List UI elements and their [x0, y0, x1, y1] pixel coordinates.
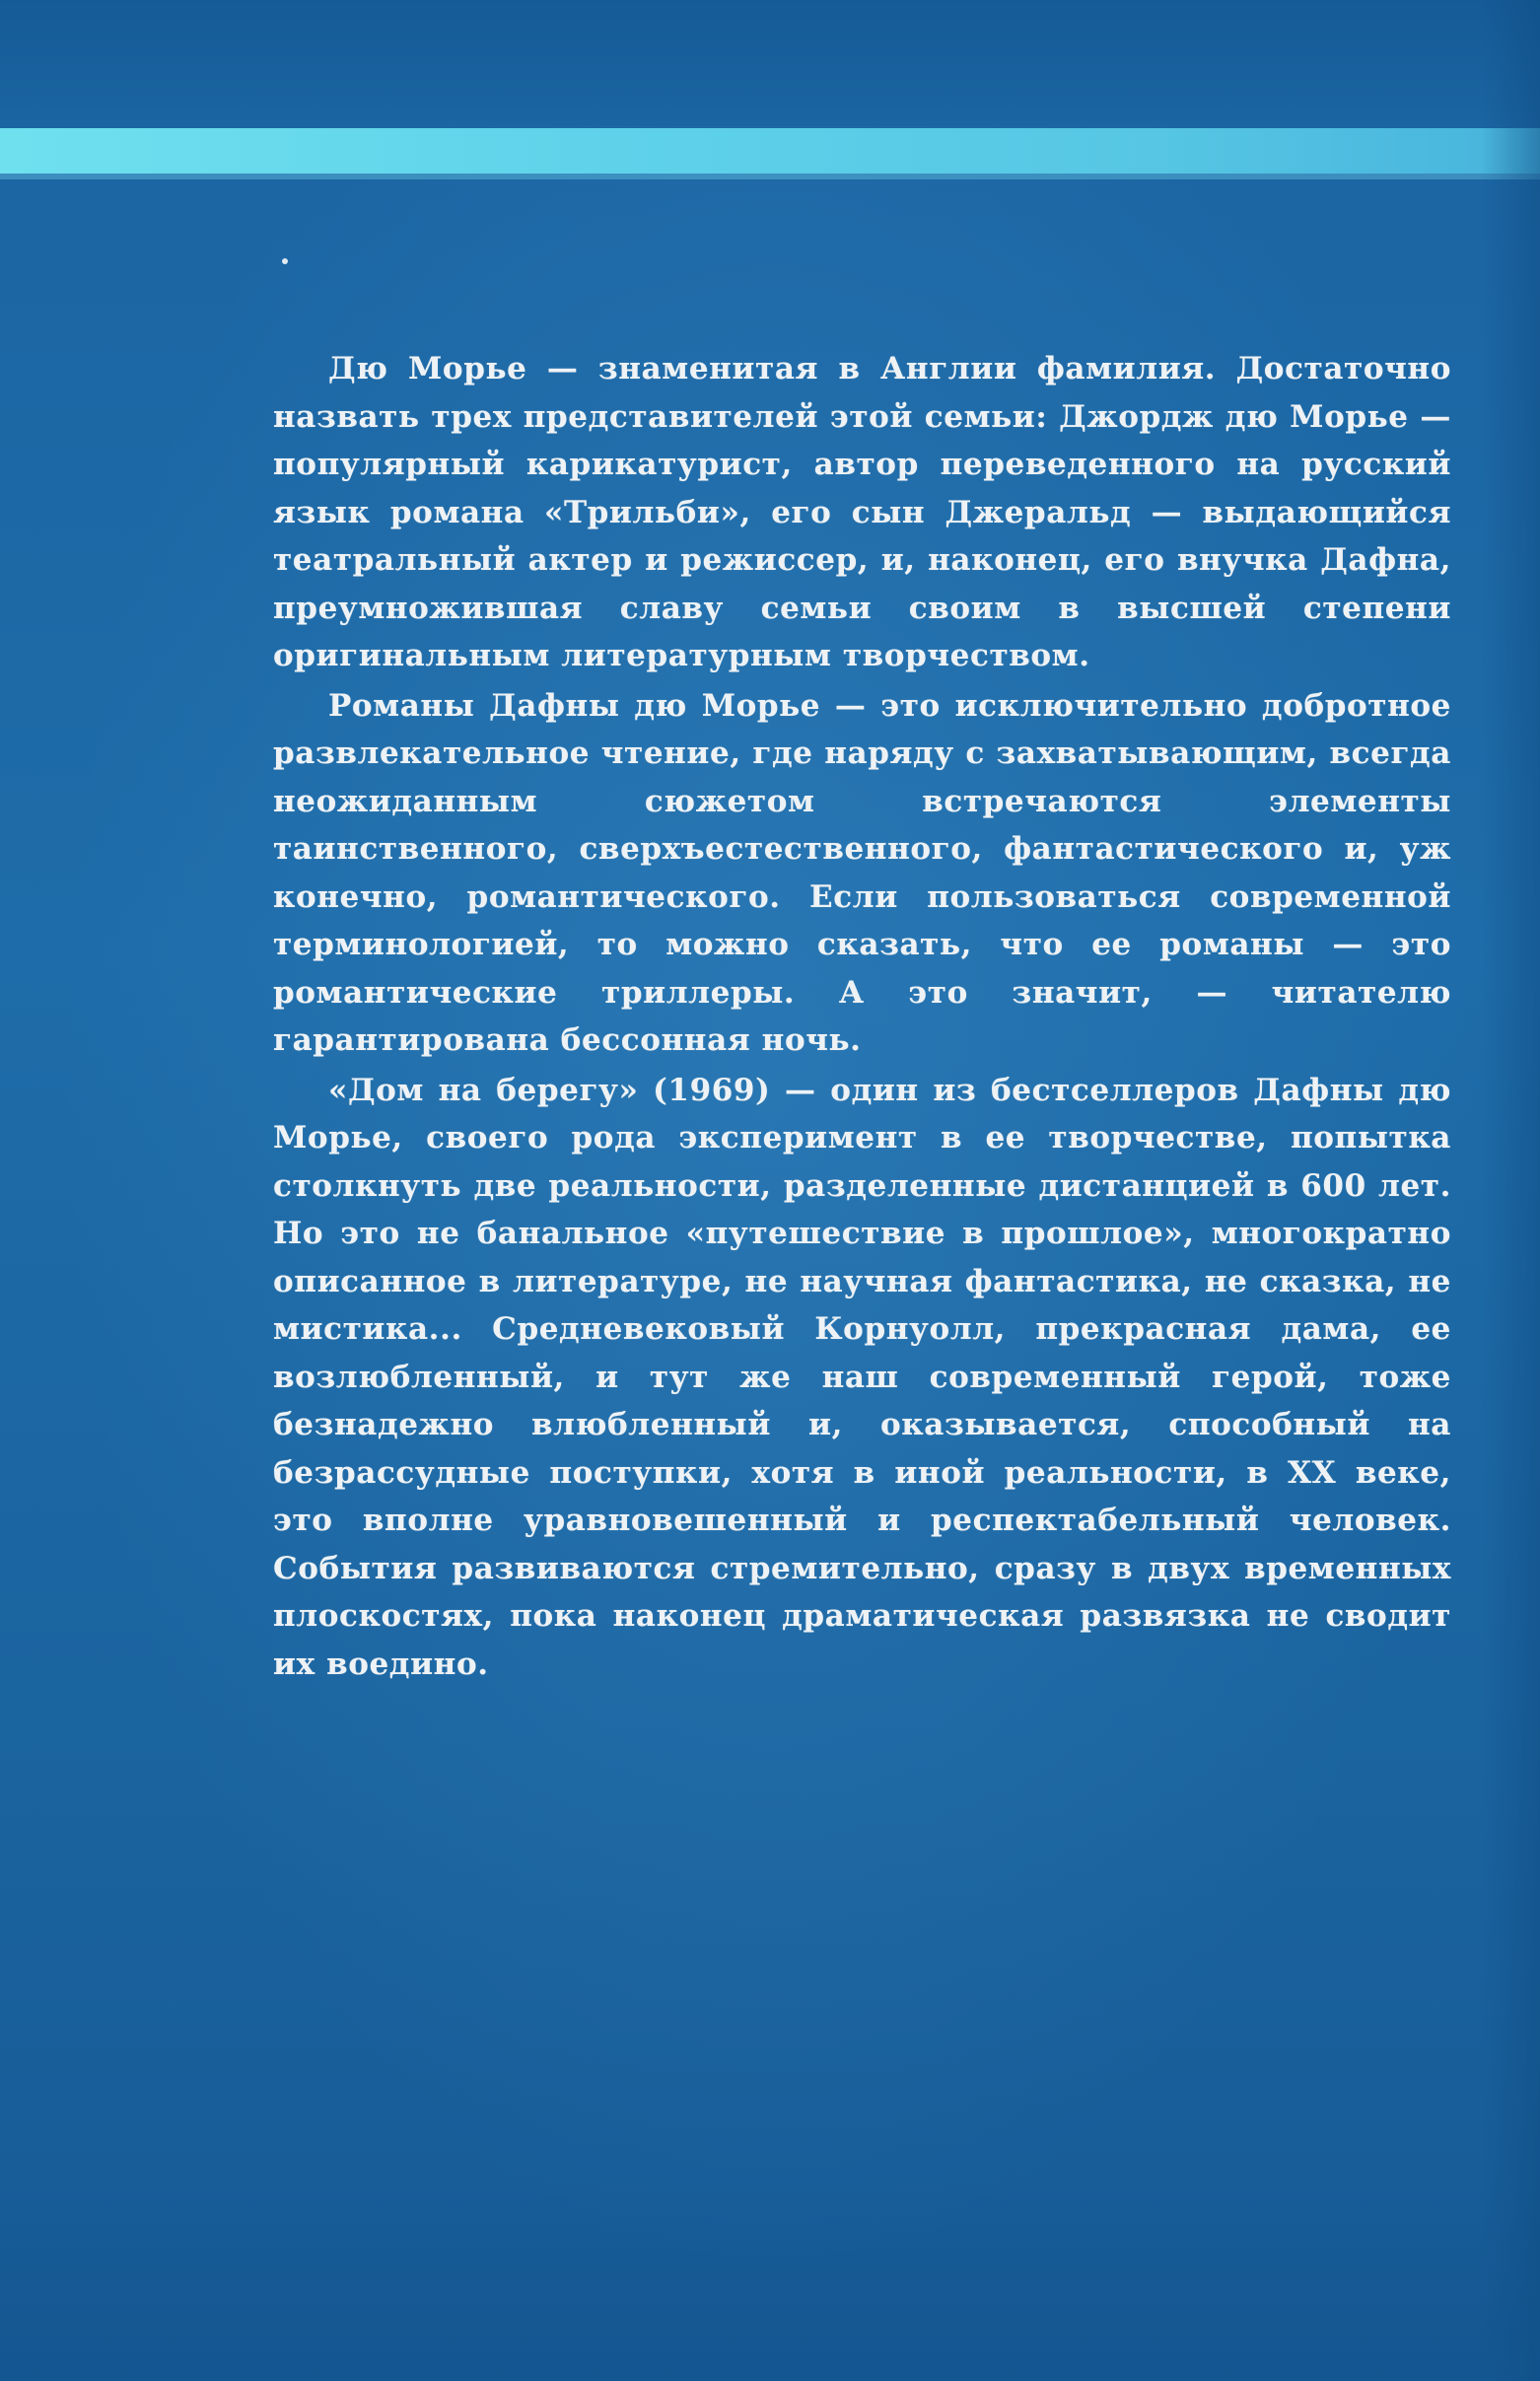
- stripe-glow: [0, 174, 1540, 179]
- print-speck: [282, 258, 288, 264]
- annotation-text: [273, 345, 1451, 1690]
- decorative-stripe: [0, 128, 1540, 174]
- top-band: [0, 0, 1540, 126]
- edge-shading: [1481, 0, 1540, 2381]
- bottom-shading: [0, 2184, 1540, 2381]
- paragraph-novels: Романы Дафны дю Морье — это исключительно добротное развлекательное чтение, где наряду с захватывающим, всегда неожиданным сюжетом встречаются элементы таинственного, сверхъестественного, фантастического и, уж конечно, романтического. Если пользоваться современной терминологией, то можно сказать, что ее романы — это романтические триллеры. А это значит, — читателю гарантирована бессонная ночь.: [273, 687, 1451, 1058]
- paragraph-family: Дю Морье — знаменитая в Англии фамилия. Достаточно назвать трех представителей этой семьи: Джордж дю Морье — популярный карикатурист, автор переведенного на русский язык романа «Трильби», его сын Джеральд — выдающийся театральный актер и режиссер, и, наконец, его внучка Дафна, преумножившая славу семьи своим в высшей степени оригинальным литературным творчеством.: [273, 351, 1451, 673]
- paragraph-house-on-the-strand: «Дом на берегу» (1969) — один из бестселлеров Дафны дю Морье, своего рода эксперимент в ее творчестве, попытка столкнуть две реальности, разделенные дистанцией в 600 лет. Но это не банальное «путешествие в прошлое», многократно описанное в литературе, не научная фантастика, не сказка, не мистика... Средневековый Корнуолл, прекрасная дама, ее возлюбленный, и тут же наш современный герой, тоже безнадежно влюбленный и, оказывается, способный на безрассудные поступки, хотя в иной реальности, в XX веке, это вполне уравновешенный и респектабельный человек. События развиваются стремительно, сразу в двух временных плоскостях, пока наконец драматическая развязка не сводит их воедино.: [273, 1072, 1451, 1682]
